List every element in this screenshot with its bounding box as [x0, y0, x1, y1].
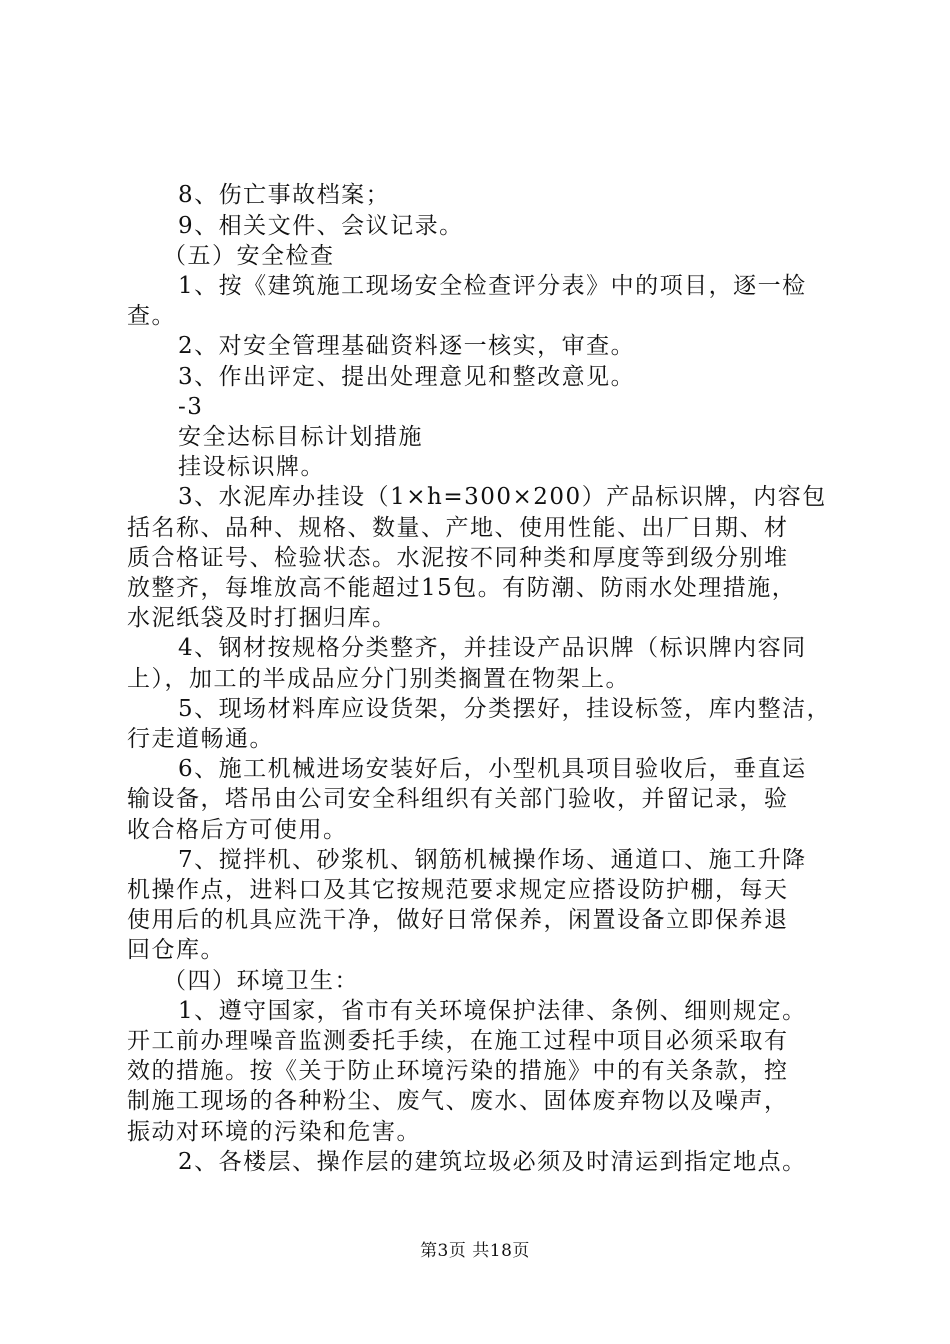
paragraph-line: 上），加工的半成品应分门别类搁置在物架上。: [127, 666, 630, 692]
paragraph-line: 效的措施。按《关于防止环境污染的措施》中的有关条款，控: [127, 1058, 789, 1084]
paragraph-line: 括名称、品种、规格、数量、产地、使用性能、出厂日期、材: [127, 515, 789, 541]
page-marker: -3: [178, 394, 204, 420]
paragraph-line: 2、各楼层、操作层的建筑垃圾必须及时清运到指定地点。: [178, 1149, 807, 1175]
paragraph-line: 收合格后方可使用。: [127, 817, 348, 843]
paragraph-line: 2、对安全管理基础资料逐一核实，审查。: [178, 333, 636, 359]
paragraph-line: 制施工现场的各种粉尘、废气、废水、固体废弃物以及噪声，: [127, 1088, 789, 1114]
paragraph-line: 质合格证号、检验状态。水泥按不同种类和厚度等到级分别堆: [127, 545, 789, 571]
paragraph-line: 振动对环境的污染和危害。: [127, 1119, 421, 1145]
paragraph-line: 1、按《建筑施工现场安全检查评分表》中的项目，逐一检: [178, 273, 807, 299]
paragraph-line: 3、作出评定、提出处理意见和整改意见。: [178, 364, 636, 390]
paragraph-line: 挂设标识牌。: [178, 454, 325, 480]
page-number-footer: 第3页 共18页: [420, 1241, 530, 1261]
paragraph-line: 使用后的机具应洗干净，做好日常保养，闲置设备立即保养退: [127, 907, 789, 933]
paragraph-line: 水泥纸袋及时打捆归库。: [127, 605, 397, 631]
paragraph-line: 3、水泥库办挂设（1×h=300×200）产品标识牌，内容包: [178, 484, 827, 510]
paragraph-line: 查。: [127, 303, 176, 329]
paragraph-line: 回仓库。: [127, 937, 225, 963]
paragraph-line: 输设备，塔吊由公司安全科组织有关部门验收，并留记录，验: [127, 786, 789, 812]
paragraph-line: 行走道畅通。: [127, 726, 274, 752]
section-heading: （五）安全检查: [163, 243, 335, 269]
paragraph-line: 5、现场材料库应设货架，分类摆好，挂设标签，库内整洁，: [178, 696, 832, 722]
section-title: 安全达标目标计划措施: [178, 424, 423, 450]
paragraph-line: 开工前办理噪音监测委托手续，在施工过程中项目必须采取有: [127, 1028, 789, 1054]
paragraph-line: 机操作点，进料口及其它按规范要求规定应搭设防护棚，每天: [127, 877, 789, 903]
paragraph-line: 4、钢材按规格分类整齐，并挂设产品识牌（标识牌内容同: [178, 635, 807, 661]
paragraph-line: 8、伤亡事故档案；: [178, 182, 391, 208]
paragraph-line: 6、施工机械进场安装好后，小型机具项目验收后，垂直运: [178, 756, 807, 782]
paragraph-line: 9、相关文件、会议记录。: [178, 213, 464, 239]
paragraph-line: 1、遵守国家，省市有关环境保护法律、条例、细则规定。: [178, 998, 807, 1024]
section-heading: （四）环境卫生：: [163, 968, 359, 994]
paragraph-line: 放整齐，每堆放高不能超过15包。有防潮、防雨水处理措施，: [127, 575, 797, 601]
paragraph-line: 7、搅拌机、砂浆机、钢筋机械操作场、通道口、施工升降: [178, 847, 807, 873]
